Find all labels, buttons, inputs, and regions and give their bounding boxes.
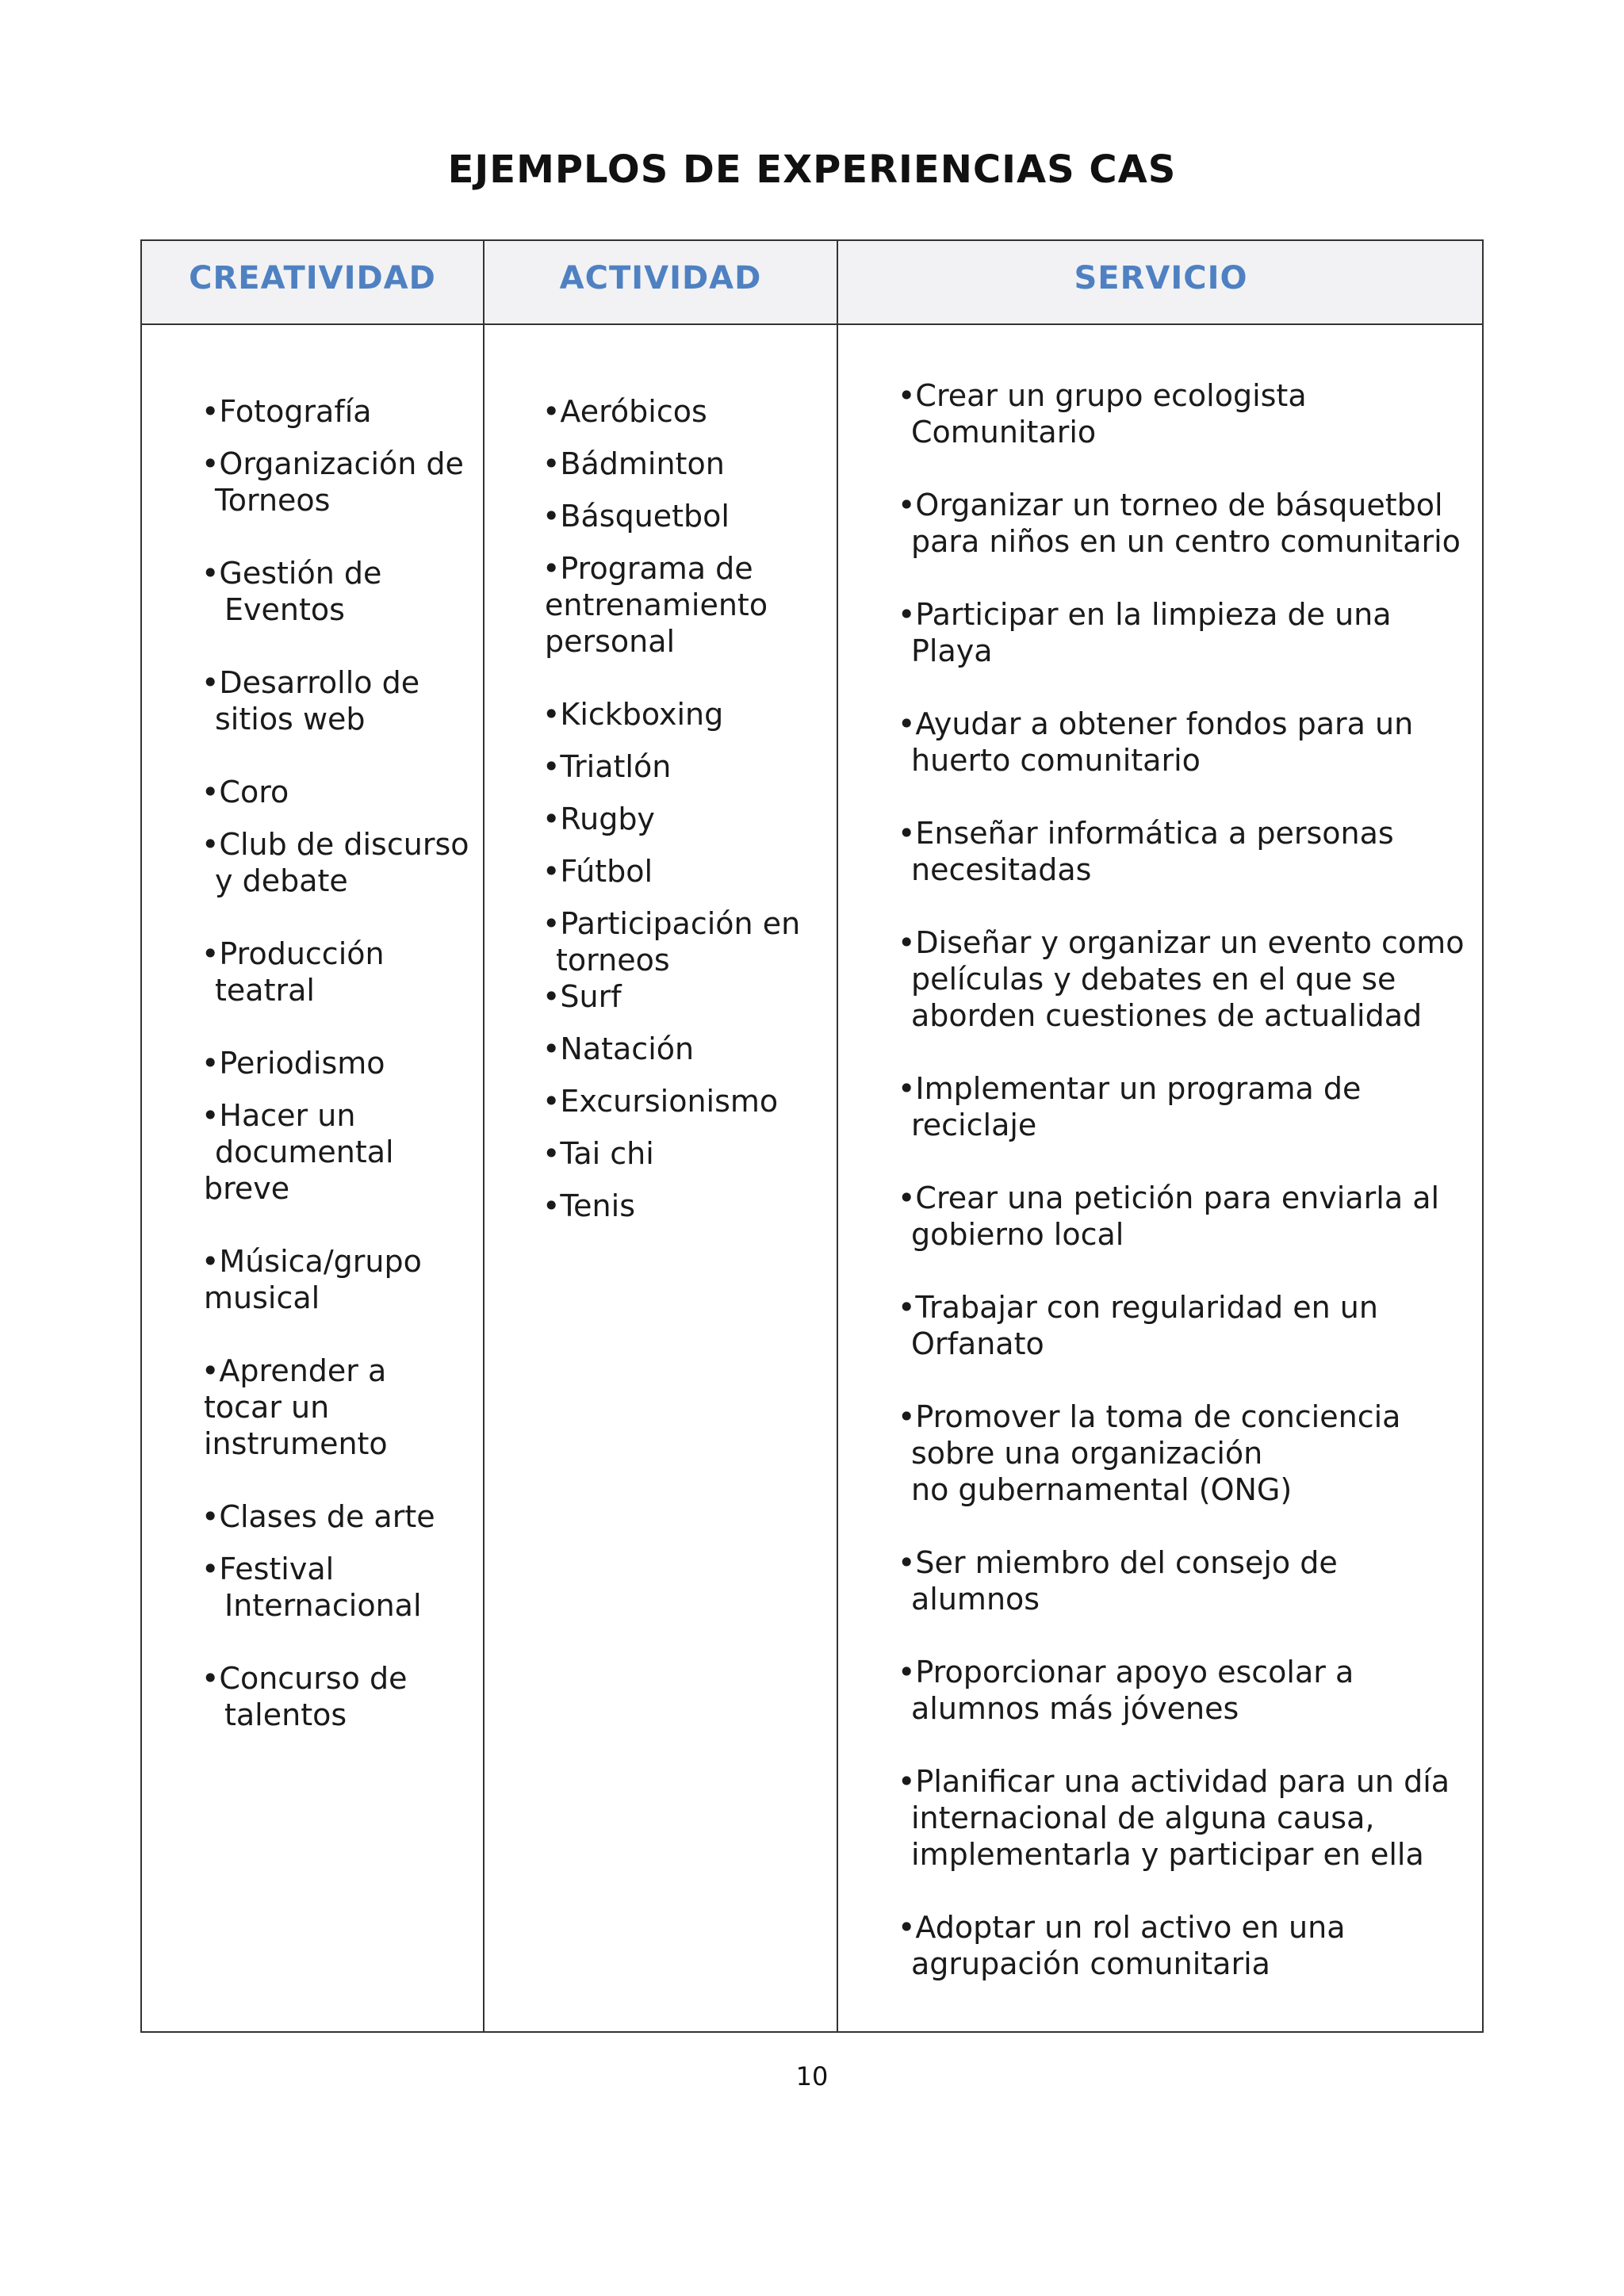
list-item: Torneos xyxy=(215,483,331,518)
list-item: Eventos xyxy=(224,592,345,627)
list-item: •Hacer un xyxy=(201,1098,356,1133)
header-creatividad: CREATIVIDAD xyxy=(189,260,436,297)
list-item: •Periodismo xyxy=(201,1046,385,1081)
list-item: •Natación xyxy=(542,1031,695,1066)
list-item: alumnos más jóvenes xyxy=(911,1691,1239,1726)
list-item: •Excursionismo xyxy=(542,1084,779,1119)
page-number: 10 xyxy=(795,2061,829,2091)
list-item: •Planificar una actividad para un día xyxy=(898,1764,1450,1799)
list-item: •Enseñar informática a personas xyxy=(898,816,1394,851)
header-servicio: SERVICIO xyxy=(1074,260,1248,297)
list-item: sobre una organización xyxy=(911,1436,1263,1471)
list-item: huerto comunitario xyxy=(911,743,1201,778)
list-item: •Gestión de xyxy=(201,556,382,591)
list-item: Comunitario xyxy=(911,415,1097,450)
list-item: breve xyxy=(204,1171,290,1206)
list-item: •Programa de xyxy=(542,551,753,586)
list-item: •Organizar un torneo de básquetbol xyxy=(898,488,1443,522)
list-item: •Bádminton xyxy=(542,446,725,481)
list-item: •Aprender a xyxy=(201,1353,387,1388)
list-item: •Producción xyxy=(201,936,385,971)
list-item: alumnos xyxy=(911,1582,1040,1617)
list-item: Playa xyxy=(911,633,993,668)
list-item: y debate xyxy=(215,863,348,898)
list-item: •Surf xyxy=(542,979,622,1014)
list-item: •Club de discurso xyxy=(201,827,469,862)
list-item: •Rugby xyxy=(542,802,655,836)
list-item: Orfanato xyxy=(911,1326,1044,1361)
list-item: •Participación en xyxy=(542,906,801,941)
header-actividad: ACTIVIDAD xyxy=(559,260,762,297)
list-item: •Básquetbol xyxy=(542,499,730,534)
column-divider xyxy=(837,241,838,2031)
list-item: •Tai chi xyxy=(542,1136,654,1171)
list-item: personal xyxy=(545,624,676,659)
list-item: •Diseñar y organizar un evento como xyxy=(898,925,1465,960)
list-item: •Proporcionar apoyo escolar a xyxy=(898,1655,1354,1689)
list-item: •Desarrollo de xyxy=(201,665,420,700)
list-item: •Organización de xyxy=(201,446,464,481)
list-item: •Adoptar un rol activo en una xyxy=(898,1910,1346,1945)
list-item: no gubernamental (ONG) xyxy=(911,1472,1293,1507)
list-item: torneos xyxy=(556,943,670,978)
list-item: necesitadas xyxy=(911,852,1092,887)
list-item: para niños en un centro comunitario xyxy=(911,524,1461,559)
list-item: talentos xyxy=(224,1697,347,1732)
cas-examples-table xyxy=(140,239,1484,2033)
list-item: reciclaje xyxy=(911,1108,1037,1142)
list-item: •Crear un grupo ecologista xyxy=(898,378,1307,413)
list-item: •Kickboxing xyxy=(542,697,724,732)
list-item: •Ser miembro del consejo de xyxy=(898,1545,1338,1580)
list-item: •Coro xyxy=(201,775,289,809)
list-item: •Crear una petición para enviarla al xyxy=(898,1181,1440,1215)
list-item: •Fútbol xyxy=(542,854,653,889)
list-item: •Ayudar a obtener fondos para un xyxy=(898,706,1414,741)
list-item: teatral xyxy=(215,973,315,1008)
list-item: •Tenis xyxy=(542,1188,635,1223)
list-item: películas y debates en el que se xyxy=(911,962,1396,997)
list-item: musical xyxy=(204,1280,320,1315)
list-item: •Aeróbicos xyxy=(542,394,707,429)
list-item: •Festival xyxy=(201,1552,335,1586)
list-item: •Participar en la limpieza de una xyxy=(898,597,1392,632)
list-item: •Trabajar con regularidad en un xyxy=(898,1290,1378,1325)
list-item: tocar un xyxy=(204,1390,330,1425)
list-item: •Implementar un programa de xyxy=(898,1071,1362,1106)
list-item: agrupación comunitaria xyxy=(911,1946,1270,1981)
list-item: •Concurso de xyxy=(201,1661,408,1696)
list-item: sitios web xyxy=(215,702,366,737)
list-item: instrumento xyxy=(204,1426,388,1461)
list-item: •Triatlón xyxy=(542,749,672,784)
list-item: aborden cuestiones de actualidad xyxy=(911,998,1423,1033)
column-divider xyxy=(483,241,485,2031)
list-item: implementarla y participar en ella xyxy=(911,1837,1424,1872)
list-item: internacional de alguna causa, xyxy=(911,1800,1375,1835)
list-item: •Promover la toma de conciencia xyxy=(898,1399,1401,1434)
list-item: •Música/grupo xyxy=(201,1244,422,1279)
list-item: gobierno local xyxy=(911,1217,1124,1252)
list-item: Internacional xyxy=(224,1588,422,1623)
list-item: •Fotografía xyxy=(201,394,372,429)
list-item: entrenamiento xyxy=(545,587,768,622)
list-item: •Clases de arte xyxy=(201,1499,435,1534)
page-title: EJEMPLOS DE EXPERIENCIAS CAS xyxy=(447,147,1177,192)
list-item: documental xyxy=(215,1135,394,1169)
